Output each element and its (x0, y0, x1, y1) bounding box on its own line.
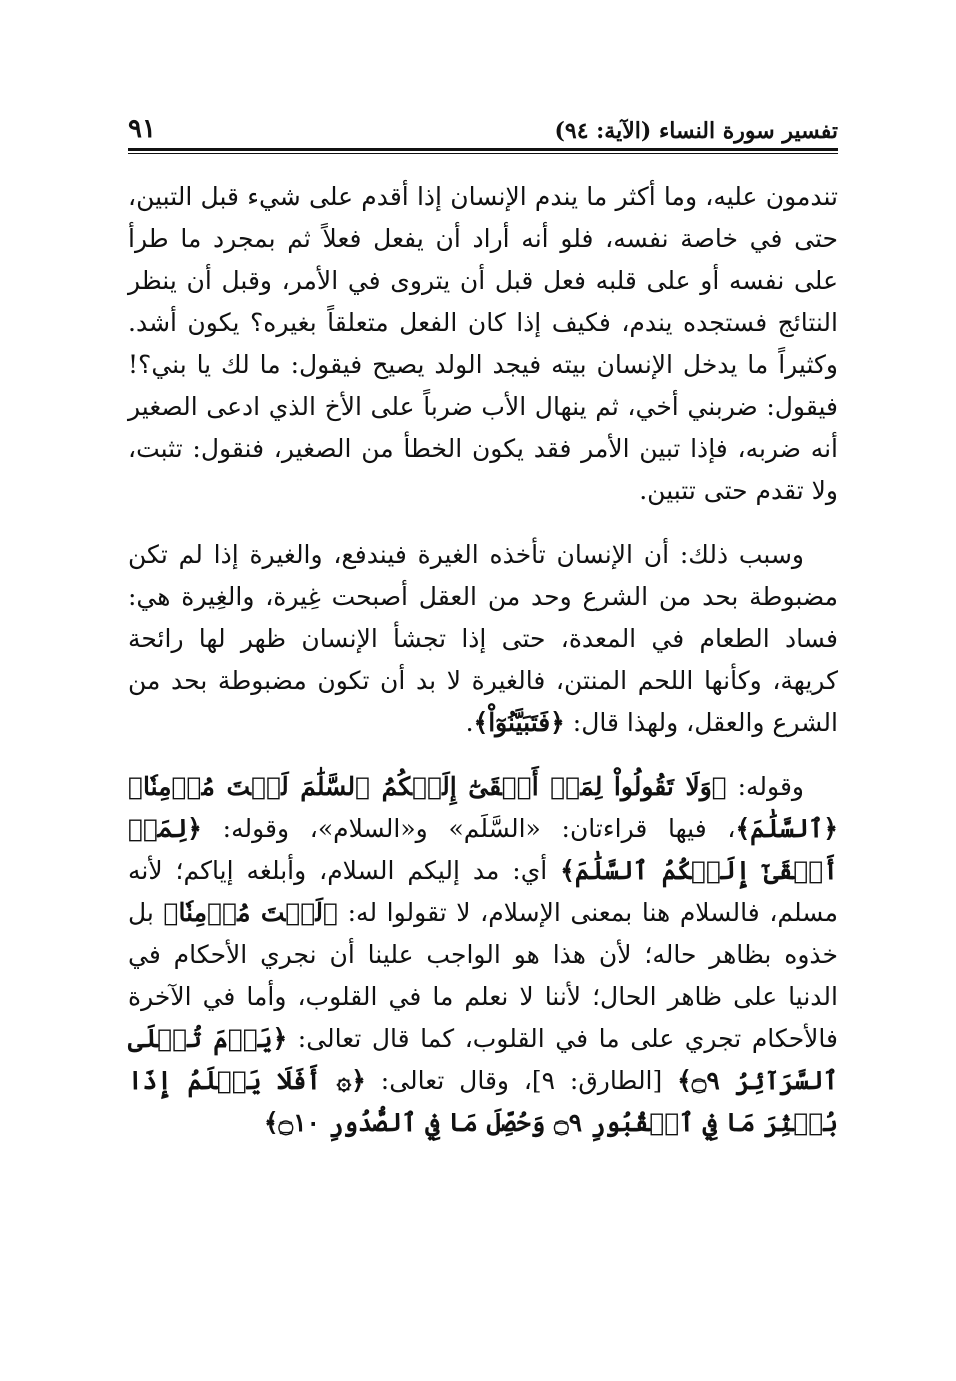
quran-quote: ﴿۞ أَفَلَا يَعۡلَمُ إِذَا بُعۡثِرَ مَا فِي ٱلۡقُبُورِ ۝٩ وَحُصِّلَ مَا فِي ٱلصُّدُورِ ۝١٠﴾ (128, 1066, 838, 1137)
text-segment: . (465, 708, 474, 737)
quran-quote: ﴿وَلَا تَقُولُواْ لِمَنۡ أَلۡقَىٰٓ إِلَيۡكُمُ ٱلسَّلَٰمَ لَسۡتَ مُؤۡمِنٗا﴾ (128, 772, 727, 801)
text-segment: وسبب ذلك: أن الإنسان تأخذه الغيرة فيندفع، والغيرة إذا لم تكن مضبوطة بحد من الشرع وحد من العقل أصبحت غِيرة، والغِيرة هي: فساد الطعام في المعدة، حتى إذا تجشأ الإنسان ظهر لها رائحة كريهة، وكأنها اللحم المنتن، فالغيرة لا بد أن تكون مضبوطة بحد من الشرع والعقل، ولهذا قال: (128, 540, 838, 737)
page-number: ٩١ (128, 114, 156, 144)
header-rule (128, 148, 838, 154)
text-segment: ، فيها قراءتان: «السَّلَم» و«السلام»، وقوله: (201, 814, 736, 843)
quran-quote: ﴿ٱلسَّلَٰمَ﴾ (735, 814, 838, 843)
quran-quote: ﴿فَتَبَيَّنُوٓاْ﴾ (473, 708, 565, 737)
quran-quote: ﴿يَوۡمَ تُبۡلَى ٱلسَّرَآئِرُ ۝٩﴾ (128, 1024, 838, 1095)
paragraph-3 (128, 766, 838, 1144)
text-segment: وقوله: (726, 772, 804, 801)
body-text (128, 176, 838, 1144)
paragraph-1 (128, 176, 838, 512)
quran-quote: ﴿لِمَنۡ أَلۡقَىٰٓ إِلَيۡكُمُ ٱلسَّلَٰمَ﴾ (128, 814, 838, 885)
text-segment: بل خذوه بظاهر حاله؛ لأن هذا هو الواجب علينا أن نجري الأحكام في الدنيا على ظاهر الحال؛ لأننا لا نعلم ما في القلوب، وأما في الآخرة فالأحكام تجري على ما في القلوب، كما قال تعالى: (128, 898, 838, 1053)
text-segment: أي: مد إليكم السلام، وأبلغه إياكم؛ لأنه مسلم، فالسلام هنا بمعنى الإسلام، لا تقولوا له: (128, 856, 838, 927)
page-header (128, 104, 838, 144)
text-segment: تندمون عليه، وما أكثر ما يندم الإنسان إذا أقدم على شيء قبل التبين، حتى في خاصة نفسه، فلو أنه أراد أن يفعل فعلاً ثم بمجرد ما طرأ على نفسه أو على قلبه فعل قبل أن يتروى في الأمر، وقبل أن ينظر النتائج فستجده يندم، فكيف إذا كان الفعل متعلقاً بغيره؟ يكون أشد. وكثيراً ما يدخل الإنسان بيته فيجد الولد يصيح فيقول: ما لك يا بني؟! فيقول: ضربني أخي، ثم ينهال الأب ضرباً على الأخ الذي ادعى الصغير أنه ضربه، فإذا تبين الأمر فقد يكون الخطأ من الصغير، فنقول: تثبت، ولا تقدم حتى تتبين. (128, 182, 838, 505)
paragraph-2 (128, 534, 838, 744)
text-segment: [الطارق: ٩]، وقال تعالى: (365, 1066, 678, 1095)
quran-quote: ﴿لَسۡتَ مُؤۡمِنٗا﴾ (163, 898, 339, 927)
running-title: تفسير سورة النساء (الآية: ٩٤) (554, 118, 838, 144)
